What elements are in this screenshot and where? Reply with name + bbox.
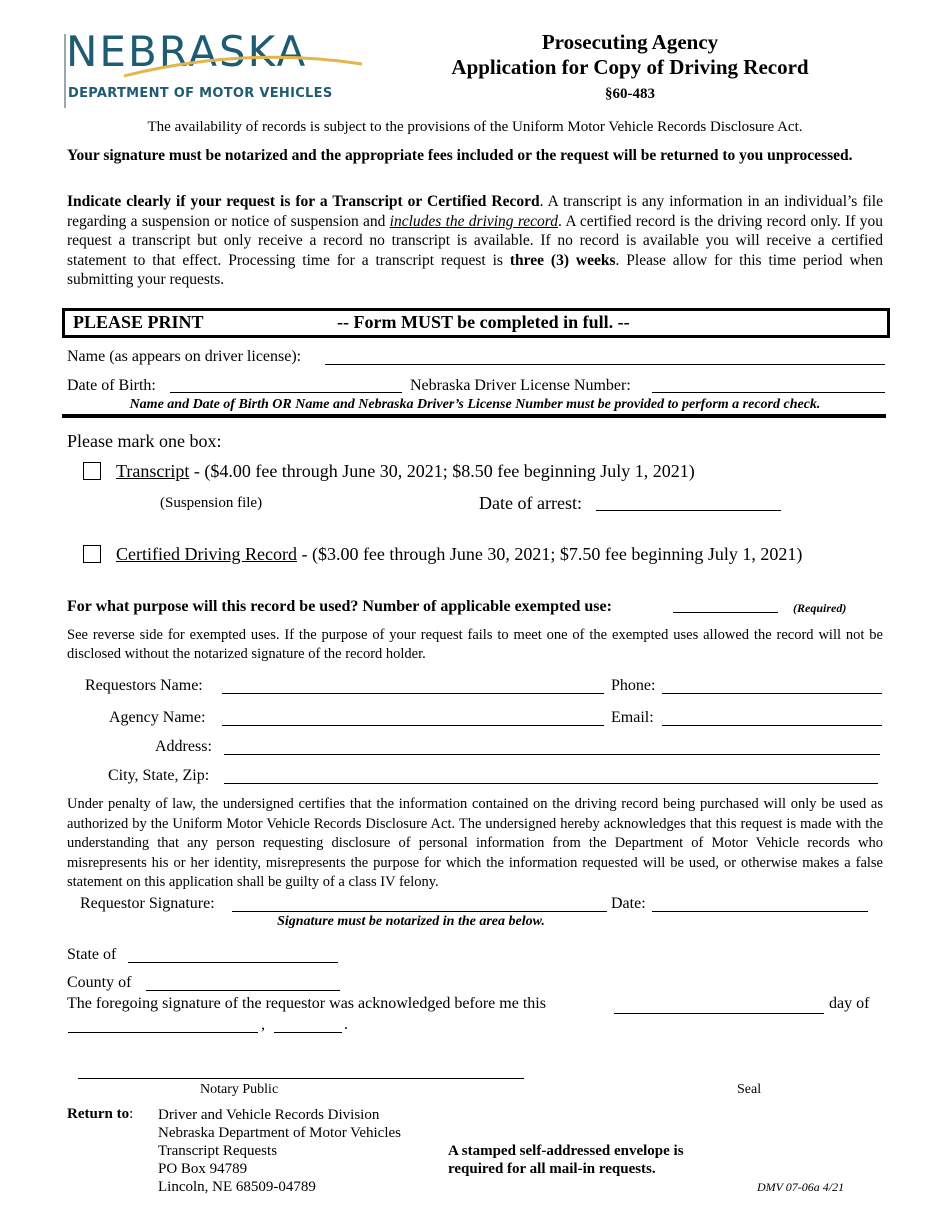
seal-label: Seal — [737, 1082, 762, 1097]
acknowledged-text: The foregoing signature of the requestor was acknowledged before me this — [67, 995, 546, 1012]
city-state-zip-field[interactable] — [224, 783, 878, 784]
agency-name-label: Agency Name: — [109, 709, 206, 726]
return-to-label: Return to — [67, 1106, 130, 1122]
return-address-line: Transcript Requests — [158, 1143, 278, 1159]
city-state-zip-label: City, State, Zip: — [108, 767, 210, 784]
complete-in-full-label: -- Form MUST be completed in full. -- — [337, 312, 630, 332]
driver-name-field[interactable] — [325, 364, 885, 365]
nebraska-dmv-logo — [64, 28, 364, 108]
statute-reference: §60-483 — [605, 86, 655, 102]
phone-field[interactable] — [662, 693, 882, 694]
agency-name-field[interactable] — [222, 725, 604, 726]
suspension-file-label: (Suspension file) — [160, 495, 263, 511]
certified-option — [116, 544, 802, 565]
exempted-uses-note: See reverse side for exempted uses. If the purpose of your request fails to meet one of the exempted uses allowed the record will not be disclosed without the notarized signature of the record holder. — [67, 627, 883, 662]
signature-date-field[interactable] — [652, 911, 868, 912]
please-print-label: PLEASE PRINT — [73, 312, 204, 332]
certified-fee: - ($3.00 fee through June 30, 2021; $7.50 fee beginning July 1, 2021) — [301, 544, 803, 564]
requestor-signature-label: Requestor Signature: — [80, 895, 215, 912]
record-check-note: Name and Date of Birth OR Name and Nebraska Driver’s License Number must be provided to perform a record check. — [129, 397, 821, 412]
indicate-text-3: . Please allow for this time period when submitting your requests. — [67, 251, 883, 288]
form-title-line1: Prosecuting Agency — [541, 30, 719, 54]
requestor-name-label: Requestors Name: — [85, 677, 203, 694]
license-number-field[interactable] — [652, 392, 885, 393]
state-of-field[interactable] — [128, 962, 338, 963]
required-note: (Required) — [793, 601, 847, 615]
address-label: Address: — [155, 738, 212, 755]
acknowledged-year-field[interactable] — [274, 1032, 342, 1033]
requestor-signature-field[interactable] — [232, 911, 607, 912]
county-of-label: County of — [67, 974, 132, 991]
acknowledged-month-field[interactable] — [68, 1032, 258, 1033]
county-of-field[interactable] — [146, 990, 340, 991]
section-divider — [62, 414, 886, 418]
acknowledged-day-field[interactable] — [614, 1013, 824, 1014]
return-address — [158, 1106, 401, 1196]
driver-name-label: Name (as appears on driver license): — [67, 348, 302, 365]
notarize-warning: Your signature must be notarized and the appropriate fees included or the request will be returned to you unprocessed. — [67, 147, 853, 164]
license-number-label: Nebraska Driver License Number: — [410, 377, 631, 394]
date-comma: , — [261, 1016, 265, 1033]
notary-public-label: Notary Public — [200, 1082, 279, 1097]
return-address-line: PO Box 94789 — [158, 1161, 248, 1177]
form-number: DMV 07-06a 4/21 — [757, 1180, 845, 1194]
transcript-option — [116, 461, 695, 482]
return-to-colon: : — [129, 1106, 134, 1122]
transcript-checkbox[interactable] — [83, 462, 101, 480]
purpose-question: For what purpose will this record be used? Number of applicable exempted use: — [67, 598, 612, 615]
dob-field[interactable] — [170, 392, 402, 393]
certified-record-checkbox[interactable] — [83, 545, 101, 563]
return-address-line: Driver and Vehicle Records Division — [158, 1107, 380, 1123]
logo-swoosh-icon — [124, 50, 364, 80]
signature-date-label: Date: — [611, 895, 646, 912]
indicate-underline: includes the driving record — [389, 212, 559, 230]
form-title-line2: Application for Copy of Driving Record — [451, 55, 809, 79]
processing-weeks: three (3) weeks — [509, 251, 616, 269]
transcript-label: Transcript — [116, 461, 190, 481]
return-address-line: Lincoln, NE 68509-04789 — [158, 1179, 316, 1195]
requestor-name-field[interactable] — [222, 693, 604, 694]
date-of-arrest-field[interactable] — [596, 510, 781, 511]
notarize-note: Signature must be notarized in the area below. — [277, 914, 545, 929]
email-label: Email: — [611, 709, 654, 726]
date-of-arrest-label: Date of arrest: — [479, 493, 582, 513]
day-of-label: day of — [829, 995, 870, 1012]
address-field[interactable] — [224, 754, 880, 755]
indicate-paragraph — [67, 192, 883, 290]
envelope-note — [448, 1142, 684, 1178]
logo-wordmark: NEBRASKA — [66, 27, 308, 76]
availability-note: The availability of records is subject to the provisions of the Uniform Motor Vehicle Records Disclosure Act. — [147, 119, 803, 135]
penalty-statement: Under penalty of law, the undersigned certifies that the information contained on the driving record being purchased will only be used as authorized by the Uniform Motor Vehicle Records Disclosure Act. The undersigned hereby acknowledges that this request is made with the understanding that any person requesting disclosure of personal information from the Department of Motor Vehicle records who misrepresents his or her identity, misrepresents the purpose for which the information requested will be used, or otherwise makes a false statement on this application shall be guilty of a class IV felony. — [67, 796, 883, 890]
mark-one-label: Please mark one box: — [67, 431, 222, 451]
envelope-note-line1: A stamped self-addressed envelope is — [448, 1143, 684, 1159]
phone-label: Phone: — [611, 677, 656, 694]
notary-signature-field[interactable] — [78, 1078, 524, 1079]
return-address-line: Nebraska Department of Motor Vehicles — [158, 1125, 401, 1141]
transcript-fee: - ($4.00 fee through June 30, 2021; $8.50 fee beginning July 1, 2021) — [193, 461, 695, 481]
certified-label: Certified Driving Record — [116, 544, 297, 564]
email-field[interactable] — [662, 725, 882, 726]
indicate-text-2: . A certified record is the driving record only. If you request a transcript but only receive a record no transcript is available. If no record is available you will receive a certified statement to that effect. Processing time for a transcript request is — [67, 212, 883, 269]
logo-department: DEPARTMENT OF MOTOR VEHICLES — [68, 86, 333, 101]
return-to — [67, 1106, 133, 1123]
exempted-use-field[interactable] — [673, 612, 778, 613]
date-period: . — [344, 1016, 348, 1033]
envelope-note-line2: required for all mail-in requests. — [448, 1161, 656, 1177]
please-print-bar — [62, 308, 890, 338]
dob-label: Date of Birth: — [67, 377, 156, 394]
indicate-text-1: . A transcript is any information in an individual’s file regarding a suspension or notice of suspension and — [67, 193, 883, 230]
indicate-bold: Indicate clearly if your request is for a Transcript or Certified Record — [67, 193, 540, 210]
state-of-label: State of — [67, 946, 117, 963]
